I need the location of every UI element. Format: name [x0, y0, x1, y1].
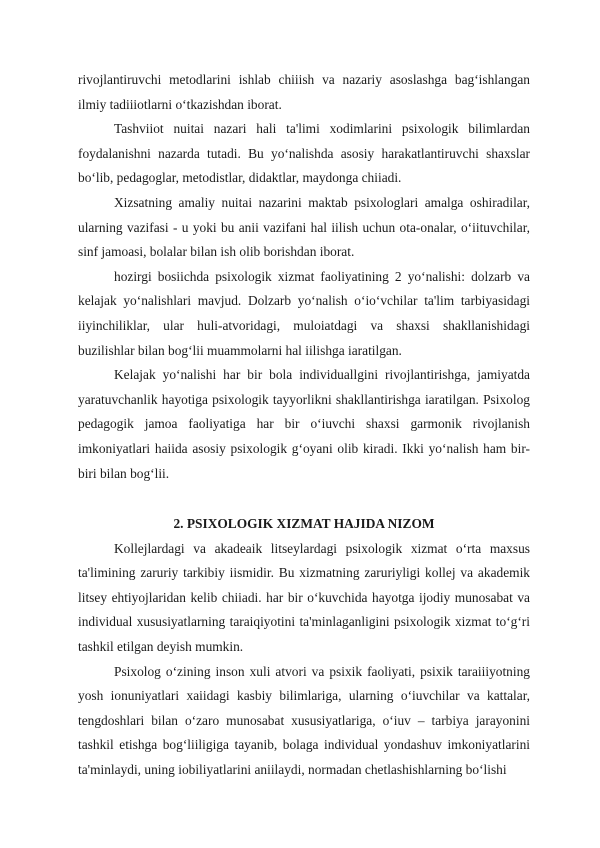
paragraph: Kelajak yo‘nalishi har bir bola individuallgini rivojlantirishga, jamiyatda yaratuvchanlik hayotiga psixologik tayyorlikni shakllantirishga iaratilgan. Psixolog pedagogik jamoa faoliyatiga har bir o‘iuvchi shaxsi garmonik rivojlanish imkoniyatlari haiida asosiy psixologik g‘oyani olib kiradi. Ikki yo‘nalish ham bir-biri bilan bog‘lii. [78, 367, 530, 481]
document-page [78, 68, 530, 783]
paragraph: Xizsatning amaliy nuitai nazarini maktab psixologlari amalga oshiradilar, ularning vazifasi - u yoki bu anii vazifani hal iilish uchun ota-onalar, o‘iituvchilar, sinf jamoasi, bolalar bilan ish olib borishdan iborat. [78, 194, 530, 260]
paragraph: Tashviiot nuitai nazari hali ta'limi xodimlarini psixologik bilimlardan foydalanishni nazarda tutadi. Bu yo‘nalishda asosiy harakatlantiruvchi shaxslar bo‘lib, pedagoglar, metodistlar, didaktlar, maydonga chiiadi. [78, 121, 530, 186]
paragraph: hozirgi bosiichda psixologik xizmat faoliyatining 2 yo‘nalishi: dolzarb va kelajak yo‘nalishlari mavjud. Dolzarb yo‘nalish o‘io‘vchilar ta'lim tarbiyasidagi iiyinchiliklar, ular huli-atvoridagi, muloiatdagi va shaxsi shakllanishidagi buzilishlar bilan bog‘lii muammolarni hal iilishga iaratilgan. [78, 268, 530, 358]
paragraph: Psixolog o‘zining inson xuli atvori va psixik faoliyati, psixik taraiiiyotning yosh ionuniyatlari xaiidagi kasbiy bilimlariga, ularning o‘iuvchilar va kattalar, tengdoshlari bilan o‘zaro munosabat xususiyatlariga, o‘iuv – tarbiya jarayonini tashkil etishga bog‘liiligiga tayanib, bolaga individual yondashuv imkoniyatlarini ta'minlaydi, uning iobiliyatlarini aniilaydi, normadan chetlashishlarning bo‘lishi [78, 663, 530, 778]
paragraph: rivojlantiruvchi metodlarini ishlab chiiish va nazariy asoslashga bag‘ishlangan ilmiy tadiiiotlarni o‘tkazishdan iborat. [78, 72, 530, 112]
paragraph: Kollejlardagi va akadeaik litseylardagi psixologik xizmat o‘rta maxsus ta'limining zaruriy tarkibiy iismidir. Bu xizmatning zaruriyligi kollej va akademik litsey ehtiyojlaridan kelib chiiadi. har bir o‘kuvchida hayotga ijodiy munosabat va individual xususiyatlarning taraiqiyotini ta'minlaganligini psixologik xizmat to‘g‘ri tashkil etilgan deyish mumkin. [78, 540, 530, 655]
section-heading: 2. PSIXOLOGIK XIZMAT HAJIDA NIZOM [173, 516, 435, 532]
